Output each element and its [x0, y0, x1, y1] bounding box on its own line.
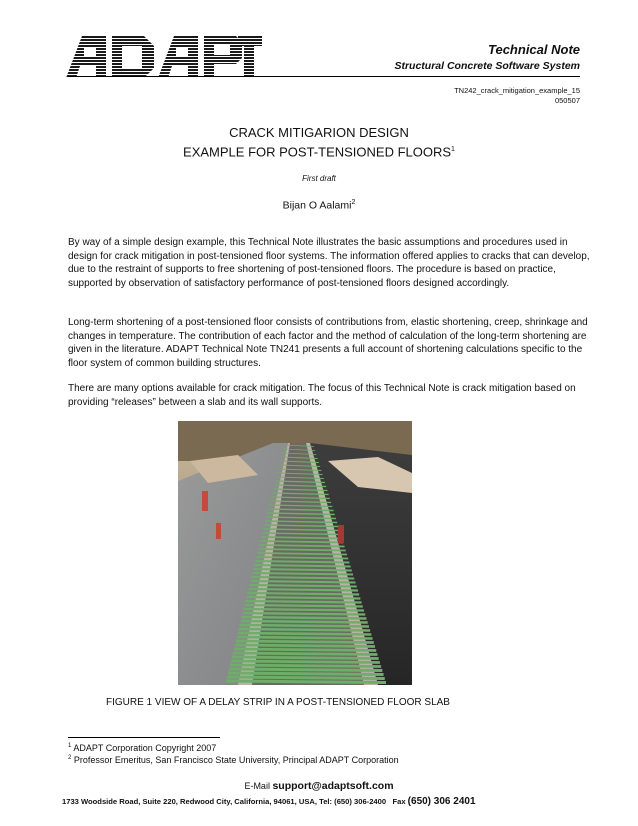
title-line-2 — [0, 141, 638, 160]
rebar — [236, 641, 374, 643]
draft-label: First draft — [302, 174, 336, 183]
footer-address — [62, 796, 476, 807]
footnote-rule — [68, 737, 220, 738]
footnote-2-num: 2 — [68, 755, 72, 761]
rebar — [233, 653, 378, 655]
paragraph-2: Long-term shortening of a post-tensioned floor consists of contributions from, elastic shortening, creep, shrinkage and changes in temperature. The contribution of each factor and the method of calculation of the long-term shortening are given in the literature. ADAPT Technical Note TN241 presents a full account of shortening calculations specific to the floor system of common building structures. — [68, 317, 588, 369]
header-subtitle: Structural Concrete Software System — [394, 60, 580, 72]
footer-email — [0, 780, 638, 792]
footnote-2 — [68, 755, 399, 765]
rebar — [229, 669, 382, 671]
rebar — [239, 629, 370, 631]
rebar — [244, 609, 364, 611]
header-title: Technical Note — [488, 42, 580, 57]
rebar — [231, 661, 380, 663]
rebar — [237, 637, 373, 639]
rebar — [247, 597, 361, 599]
rebar — [249, 589, 358, 591]
footnote-1-num: 1 — [68, 743, 72, 749]
title-footnote-mark: 1 — [451, 146, 455, 153]
email-link[interactable]: support@adaptsoft.com — [272, 780, 394, 792]
author-footnote-mark: 2 — [351, 199, 356, 206]
email-label: E-Mail — [244, 781, 270, 791]
header-rule — [68, 76, 580, 77]
delay-strip-photo — [178, 421, 412, 685]
footnote-2-text: Professor Emeritus, San Francisco State University, Principal ADAPT Corporation — [73, 755, 399, 765]
rebar — [240, 625, 369, 627]
rebar — [241, 621, 368, 623]
rebar — [234, 649, 376, 651]
doc-date-text: 050507 — [554, 96, 580, 105]
figure-caption: FIGURE 1 VIEW OF A DELAY STRIP IN A POST-TENSIONED FLOOR SLAB — [106, 697, 450, 708]
author — [0, 199, 638, 212]
rebar — [238, 633, 372, 635]
fax-label: Fax — [392, 797, 406, 806]
doc-id-text: TN242_crack_mitigation_example_15 — [454, 86, 580, 95]
rebar — [227, 677, 385, 679]
rebar — [242, 617, 367, 619]
rebar — [246, 601, 362, 603]
rebar — [228, 673, 384, 675]
footnote-1-text: ADAPT Corporation Copyright 2007 — [73, 743, 217, 753]
paragraph-1: By way of a simple design example, this Technical Note illustrates the basic assumptions and procedures used in design for crack mitigation in post-tensioned floor systems. The information offered applies to cracks that can develop, due to the restraint of supports to free shortening of post-tensioned floors. The procedure is based on practice, supported by observation of satisfactory performance of post-tensioned floors designed accordingly. — [68, 237, 590, 289]
document-id — [454, 86, 580, 106]
rebar — [250, 585, 357, 587]
adapt-logo — [66, 36, 262, 78]
footnote-1 — [68, 743, 216, 753]
rebar — [235, 645, 375, 647]
fax-number: (650) 306 2401 — [407, 796, 476, 807]
rebar — [245, 605, 363, 607]
title-line-2-text: EXAMPLE FOR POST-TENSIONED FLOORS — [183, 144, 452, 160]
rebar — [232, 657, 379, 659]
rebar — [243, 613, 366, 615]
author-name: Bijan O Aalami — [282, 199, 352, 212]
address-text: 1733 Woodside Road, Suite 220, Redwood City, California, 94061, USA, Tel: (650) 306-2400 — [62, 797, 387, 806]
rebar — [248, 593, 360, 595]
rebar — [230, 665, 381, 667]
paragraph-3: There are many options available for crack mitigation. The focus of this Technical Note is crack mitigation based on providing “releases” between a slab and its wall supports. — [68, 383, 576, 408]
title-line-1: CRACK MITIGARION DESIGN — [229, 125, 409, 140]
rebar — [226, 681, 386, 683]
